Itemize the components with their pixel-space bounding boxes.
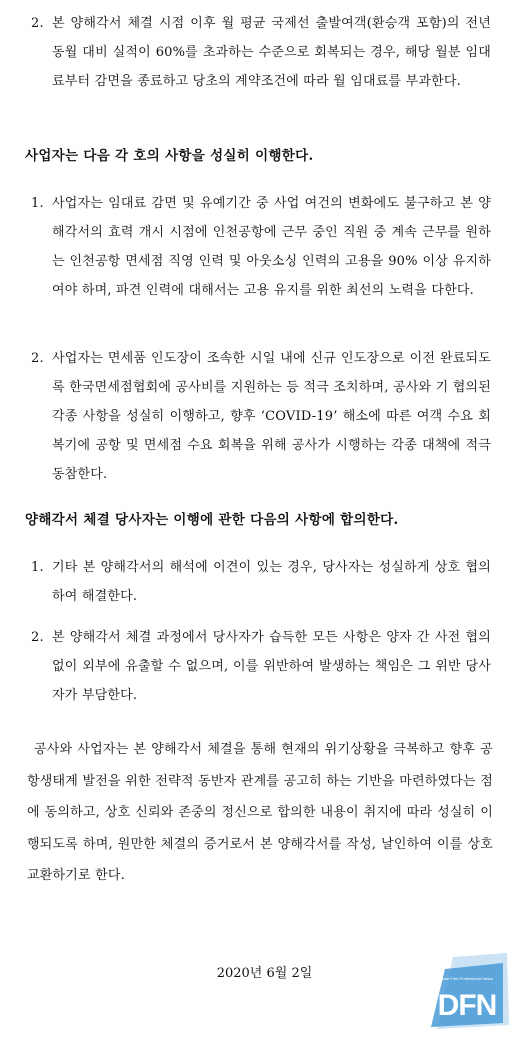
list-number: 1. bbox=[31, 560, 44, 575]
list-item-a2 bbox=[31, 9, 491, 96]
logo-text: DFN bbox=[437, 989, 497, 1022]
document-date: 2020년 6월 2일 bbox=[216, 966, 313, 981]
list-number: 2. bbox=[31, 630, 44, 645]
list-number: 2. bbox=[31, 16, 44, 31]
list-text: 사업자는 임대료 감면 및 유예기간 중 사업 여건의 변화에도 불구하고 본 양해각서의 효력 개시 시점에 인천공항에 근무 중인 직원 중 계속 근무를 원하는 인천공항 면세점 직영 인력 및 아웃소싱 인력의 고용을 90% 이상 유지하여야 하며, 파견 인력에 대해서는 고용 유지를 위한 최선의 노력을 다한다. bbox=[52, 196, 491, 298]
list-text: 사업자는 면세품 인도장이 조속한 시일 내에 신규 인도장으로 이전 완료되도록 한국면세점협회에 공사비를 지원하는 등 적극 조치하며, 공사와 기 협의된 각종 사항을 성실히 이행하고, 향후 ‘COVID-19’ 해소에 따른 여객 수요 회복기에 공항 및 면세점 수요 회복을 위해 공사가 시행하는 각종 대책에 적극 동참한다. bbox=[52, 351, 491, 482]
list-text: 본 양해각서 체결 시점 이후 월 평균 국제선 출발여객(환승객 포함)의 전년 동월 대비 실적이 60%를 초과하는 수준으로 회복되는 경우, 해당 월분 임대료부터 감면을 종료하고 당초의 계약조건에 따라 월 임대료를 부과한다. bbox=[52, 16, 491, 89]
list-item-c2 bbox=[31, 623, 491, 710]
closing-paragraph: 공사와 사업자는 본 양해각서 체결을 통해 현재의 위기상황을 극복하고 향후 공항생태계 발전을 위한 전략적 동반자 관계를 공고히 하는 기반을 마련하였다는 점에 동의하고, 상호 신뢰와 존중의 정신으로 합의한 내용이 취지에 따라 성실히 이행되도록 하며, 원만한 체결의 증거로서 본 양해각서를 작성, 날인하여 이를 상호 교환하기로 한다. bbox=[27, 742, 493, 883]
list-text: 기타 본 양해각서의 해석에 이견이 있는 경우, 당사자는 성실하게 상호 협의하여 해결한다. bbox=[52, 560, 491, 604]
list-number: 2. bbox=[31, 351, 44, 366]
list-item-b2 bbox=[31, 344, 491, 489]
list-item-b1 bbox=[31, 189, 491, 305]
dfn-logo-watermark bbox=[423, 951, 511, 1031]
logo-tagline: Dream Free Professional News bbox=[437, 976, 493, 981]
list-text: 본 양해각서 체결 과정에서 당사자가 습득한 모든 사항은 양자 간 사전 협의 없이 외부에 유출할 수 없으며, 이를 위반하여 발생하는 책임은 그 위반 당사자가 부담한다. bbox=[52, 630, 491, 703]
list-number: 1. bbox=[31, 196, 44, 211]
section-heading-obligations: 사업자는 다음 각 호의 사항을 성실히 이행한다. bbox=[25, 148, 314, 164]
list-item-c1 bbox=[31, 553, 491, 611]
section-heading-agreement: 양해각서 체결 당사자는 이행에 관한 다음의 사항에 합의한다. bbox=[25, 512, 399, 528]
